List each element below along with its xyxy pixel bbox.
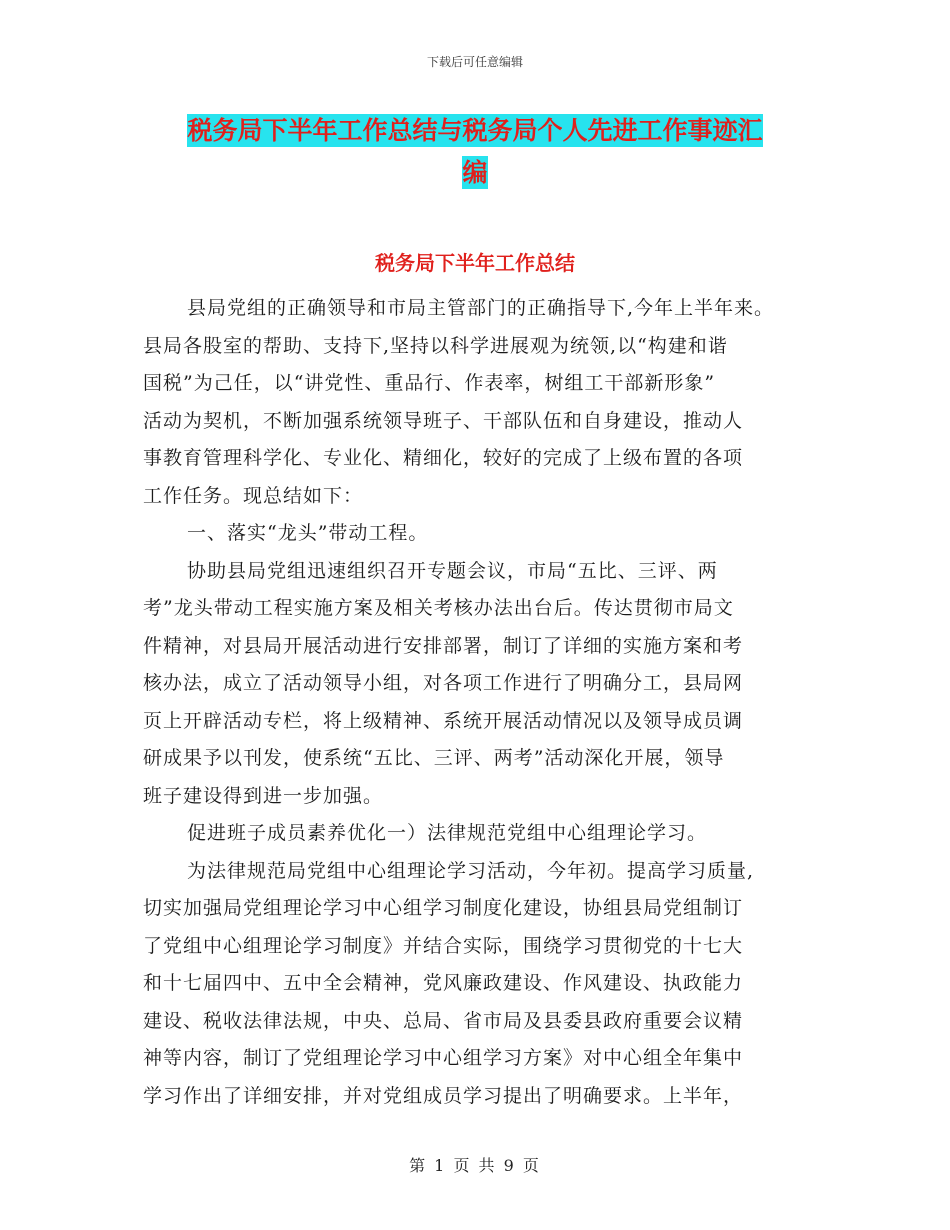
- text-line: 国税”为己任，以“讲党性、重品行、作表率，树组工干部新形象”: [143, 372, 716, 394]
- text-line: 一、落实“龙头”带动工程。: [187, 522, 429, 544]
- document-title: [150, 110, 800, 194]
- text-line: 页上开辟活动专栏，将上级精神、系统开展活动情况以及领导成员调: [143, 709, 744, 732]
- body-text: [143, 290, 833, 1115]
- text-line: 了党组中心组理论学习制度》并结合实际，围绕学习贯彻党的十七大: [143, 934, 744, 957]
- document-title-line-2: 编: [462, 158, 488, 187]
- text-line: 事教育管理科学化、专业化、精细化，较好的完成了上级布置的各项: [143, 447, 744, 469]
- text-line: 核办法，成立了活动领导小组，对各项工作进行了明确分工，县局网: [143, 672, 744, 694]
- document-title-line-1: 税务局下半年工作总结与税务局个人先进工作事迹汇: [187, 116, 763, 145]
- text-line: 促进班子成员素养优化一）法律规范党组中心组理论学习。: [187, 822, 708, 844]
- text-line: 协助县局党组迅速组织召开专题会议，市局“五比、三评、两: [187, 559, 718, 582]
- text-line: 和十七届四中、五中全会精神，党风廉政建设、作风建设、执政能力: [143, 972, 744, 994]
- text-line: 建设、税收法律法规，中央、总局、省市局及县委县政府重要会议精: [143, 1009, 744, 1032]
- text-line: 班子建设得到进一步加强。: [143, 784, 384, 807]
- text-line: 神等内容，制订了党组理论学习中心组学习方案》对中心组全年集中: [143, 1047, 744, 1069]
- text-line: 为法律规范局党组中心组理论学习活动，今年初。提高学习质量,: [187, 859, 755, 882]
- text-line: 学习作出了详细安排，并对党组成员学习提出了明确要求。上半年，: [143, 1084, 744, 1107]
- text-line: 考”龙头带动工程实施方案及相关考核办法出台后。传达贯彻市局文: [143, 597, 734, 619]
- text-line: 活动为契机，不断加强系统领导班子、干部队伍和自身建设，推动人: [143, 409, 744, 432]
- section-title: 税务局下半年工作总结: [375, 251, 575, 275]
- header-note: 下载后可任意编辑: [426, 55, 523, 69]
- text-line: 研成果予以刊发，使系统“五比、三评、两考”活动深化开展，领导: [143, 747, 725, 769]
- text-line: 切实加强局党组理论学习中心组学习制度化建设，协组县局党组制订: [143, 897, 744, 919]
- text-line: 县局各股室的帮助、支持下,坚持以科学进展观为统领,以“构建和谐: [143, 334, 728, 357]
- page-footer: 第 1 页 共 9 页: [409, 1156, 541, 1175]
- text-line: 件精神，对县局开展活动进行安排部署，制订了详细的实施方案和考: [143, 634, 744, 657]
- text-line: 县局党组的正确领导和市局主管部门的正确指导下,今年上半年来。: [187, 297, 775, 319]
- text-line: 工作任务。现总结如下：: [143, 484, 364, 507]
